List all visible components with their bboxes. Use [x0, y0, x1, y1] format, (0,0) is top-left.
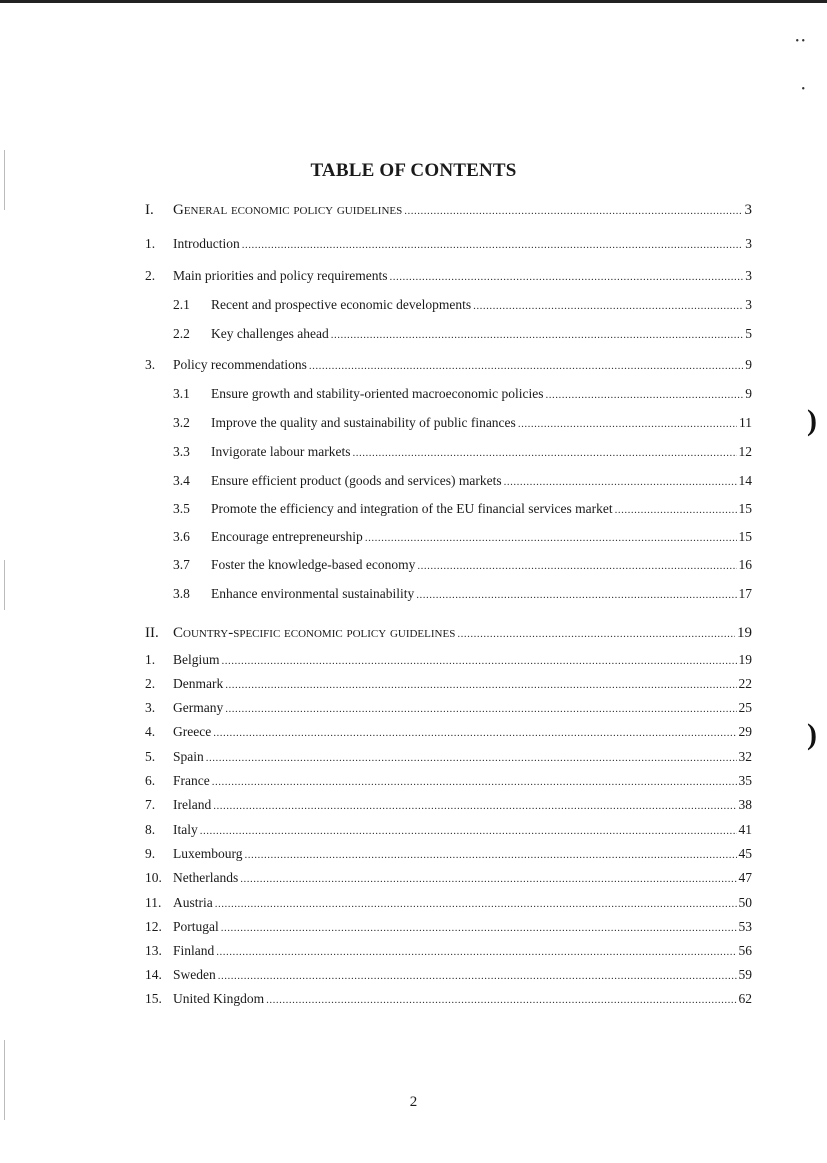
dot-leader [416, 587, 736, 603]
dot-leader [245, 847, 737, 863]
dot-leader [206, 750, 737, 766]
page-ref: 11 [739, 415, 752, 430]
dot-leader [221, 920, 737, 936]
entry-title: Foster the knowledge-based economy [211, 557, 416, 572]
entry-title: Invigorate labour markets [211, 444, 351, 459]
toc-part-1[interactable] [145, 202, 752, 219]
dot-leader [546, 387, 744, 403]
dot-leader [213, 725, 736, 741]
entry-title: United Kingdom [173, 991, 265, 1006]
entry-number: 1. [145, 652, 156, 667]
toc-country-entry[interactable] [145, 991, 752, 1008]
dot-leader [615, 502, 737, 518]
dot-leader [225, 701, 736, 717]
entry-number: 3.2 [173, 415, 190, 430]
dot-leader [518, 416, 737, 432]
binder-hole-mark: ) [807, 404, 817, 437]
toc-subentry[interactable] [145, 501, 752, 518]
toc-subentry[interactable] [145, 297, 752, 314]
toc-part-2[interactable] [145, 625, 752, 642]
entry-title: Greece [173, 724, 212, 739]
entry-number: 12. [145, 919, 162, 934]
entry-title: Improve the quality and sustainability of public finances [211, 415, 516, 430]
scan-speck: • [801, 84, 805, 95]
entry-number: 3.8 [173, 586, 190, 601]
page-ref: 25 [738, 700, 752, 715]
page-ref: 15 [738, 501, 752, 516]
scan-speck: • • [795, 36, 805, 47]
dot-leader [309, 358, 743, 374]
entry-number: 9. [145, 846, 156, 861]
page-ref: 59 [738, 967, 752, 982]
dot-leader [404, 203, 742, 219]
toc-country-entry[interactable] [145, 967, 752, 984]
entry-title: Policy recommendations [173, 357, 307, 372]
dot-leader [389, 269, 743, 285]
part-number: I. [145, 202, 154, 218]
toc-subentry[interactable] [145, 529, 752, 546]
page-ref: 35 [738, 773, 752, 788]
part-title: Country-specific economic policy guidelines [173, 625, 456, 641]
entry-title: Italy [173, 822, 198, 837]
toc-country-entry[interactable] [145, 676, 752, 693]
toc-subentry[interactable] [145, 326, 752, 343]
binder-hole-mark: ) [807, 718, 817, 751]
page-title: TABLE OF CONTENTS [310, 160, 517, 181]
entry-number: 5. [145, 749, 156, 764]
entry-number: 2.2 [173, 326, 190, 341]
scan-edge-mark [4, 560, 5, 610]
toc-country-entry[interactable] [145, 943, 752, 960]
page-ref: 19 [737, 625, 752, 641]
dot-leader [213, 798, 736, 814]
page-ref: 12 [738, 444, 752, 459]
entry-title: Enhance environmental sustainability [211, 586, 415, 601]
entry-title: Recent and prospective economic developments [211, 297, 472, 312]
toc-entry[interactable] [145, 236, 752, 253]
toc-country-entry[interactable] [145, 724, 752, 741]
entry-number: 3.1 [173, 386, 190, 401]
entry-number: 3. [145, 357, 156, 372]
toc-subentry[interactable] [145, 386, 752, 403]
toc-country-entry[interactable] [145, 797, 752, 814]
page-ref: 38 [738, 797, 752, 812]
page-ref: 29 [738, 724, 752, 739]
part-title: General economic policy guidelines [173, 202, 403, 218]
entry-number: 3.5 [173, 501, 190, 516]
dot-leader [365, 530, 737, 546]
page-ref: 53 [738, 919, 752, 934]
dot-leader [225, 677, 736, 693]
page-ref: 15 [738, 529, 752, 544]
page-ref: 3 [745, 236, 752, 251]
page-ref: 22 [738, 676, 752, 691]
page-ref: 9 [745, 386, 752, 401]
toc-subentry[interactable] [145, 473, 752, 490]
entry-title: Luxembourg [173, 846, 243, 861]
toc-subentry[interactable] [145, 415, 752, 432]
entry-title: Germany [173, 700, 224, 715]
page-ref: 56 [738, 943, 752, 958]
entry-number: 13. [145, 943, 162, 958]
dot-leader [473, 298, 743, 314]
page-ref: 19 [738, 652, 752, 667]
toc-entry[interactable] [145, 357, 752, 374]
dot-leader [200, 823, 737, 839]
page-ref: 41 [738, 822, 752, 837]
entry-number: 3.6 [173, 529, 190, 544]
page-ref: 16 [738, 557, 752, 572]
entry-number: 8. [145, 822, 156, 837]
toc-country-entry[interactable] [145, 846, 752, 863]
entry-title: Sweden [173, 967, 216, 982]
entry-number: 7. [145, 797, 156, 812]
dot-leader [352, 445, 736, 461]
page-ref: 14 [738, 473, 752, 488]
page-number: 2 [409, 1094, 418, 1110]
entry-title: Netherlands [173, 870, 239, 885]
scan-top-border [0, 0, 827, 3]
entry-number: 4. [145, 724, 156, 739]
entry-title: Ensure efficient product (goods and services) markets [211, 473, 502, 488]
dot-leader [242, 237, 744, 253]
entry-title: Ireland [173, 797, 212, 812]
page-ref: 45 [738, 846, 752, 861]
page-ref: 5 [745, 326, 752, 341]
entry-title: Portugal [173, 919, 219, 934]
page-ref: 47 [738, 870, 752, 885]
entry-title: Austria [173, 895, 213, 910]
entry-number: 6. [145, 773, 156, 788]
dot-leader [504, 474, 737, 490]
page-ref: 17 [738, 586, 752, 601]
toc-country-entry[interactable] [145, 822, 752, 839]
entry-title: France [173, 773, 210, 788]
page-ref: 3 [745, 268, 752, 283]
toc-country-entry[interactable] [145, 652, 752, 669]
entry-number: 14. [145, 967, 162, 982]
dot-leader [212, 774, 737, 790]
entry-title: Introduction [173, 236, 240, 251]
dot-leader [266, 992, 736, 1008]
entry-title: Key challenges ahead [211, 326, 329, 341]
entry-number: 10. [145, 870, 162, 885]
toc-country-entry[interactable] [145, 700, 752, 717]
entry-number: 3.3 [173, 444, 190, 459]
toc-subentry[interactable] [145, 586, 752, 603]
entry-number: 2. [145, 676, 156, 691]
page-ref: 3 [744, 202, 752, 218]
entry-number: 2. [145, 268, 156, 283]
dot-leader [417, 558, 736, 574]
toc-subentry[interactable] [145, 444, 752, 461]
page-ref: 9 [745, 357, 752, 372]
page-ref: 3 [745, 297, 752, 312]
entry-title: Denmark [173, 676, 224, 691]
entry-title: Main priorities and policy requirements [173, 268, 388, 283]
toc-country-entry[interactable] [145, 773, 752, 790]
toc-country-entry[interactable] [145, 895, 752, 912]
toc-country-entry[interactable] [145, 870, 752, 887]
entry-title: Ensure growth and stability-oriented macroeconomic policies [211, 386, 544, 401]
page-ref: 32 [738, 749, 752, 764]
dot-leader [215, 896, 737, 912]
entry-title: Finland [173, 943, 215, 958]
entry-title: Encourage entrepreneurship [211, 529, 363, 544]
entry-number: 2.1 [173, 297, 190, 312]
entry-number: 11. [145, 895, 162, 910]
dot-leader [216, 944, 736, 960]
toc-country-entry[interactable] [145, 749, 752, 766]
toc-entry[interactable] [145, 268, 752, 285]
dot-leader [218, 968, 737, 984]
entry-number: 3.7 [173, 557, 190, 572]
toc-subentry[interactable] [145, 557, 752, 574]
toc-country-entry[interactable] [145, 919, 752, 936]
dot-leader [240, 871, 736, 887]
part-number: II. [145, 625, 159, 641]
entry-number: 15. [145, 991, 162, 1006]
dot-leader [222, 653, 737, 669]
entry-title: Spain [173, 749, 204, 764]
entry-title: Belgium [173, 652, 220, 667]
entry-title: Promote the efficiency and integration of the EU financial services market [211, 501, 613, 516]
dot-leader [457, 626, 735, 642]
entry-number: 3. [145, 700, 156, 715]
page-ref: 62 [738, 991, 752, 1006]
entry-number: 1. [145, 236, 156, 251]
dot-leader [331, 327, 744, 343]
page-ref: 50 [738, 895, 752, 910]
entry-number: 3.4 [173, 473, 190, 488]
